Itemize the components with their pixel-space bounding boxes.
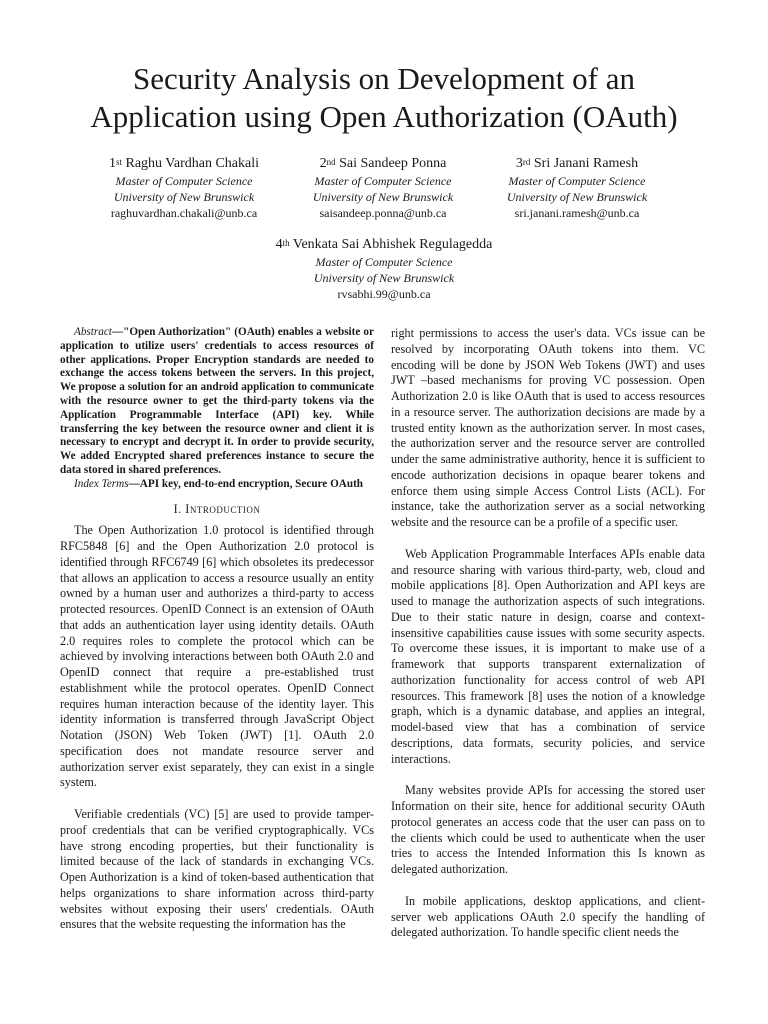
paragraph: The Open Authorization 1.0 protocol is identified through RFC5848 [6] and the Open Authorization 2.0 protocol is identified through RFC6749 [6] which obsoletes its predecessor that allows an application to access a resource usually an entity owned by a human user and authorizes a third-party to access protected resources. OpenID Connect is an extension of OAuth that adds an authentication layer using identity details. OAuth 2.0 requires roles to complete the protocol which can be achieved by involving interactions between both OAuth 2.0 and OpenID connect that require a pre-established trust establishment while the protocol operates. OpenID Connect requires human interaction because of the identity layer. This identity information is transferred through JavaScript Object Notation (JSON) Web Token (JWT) [1]. OAuth 2.0 specification does not mandate resource server and authorization server exist separately, they can exist in a single system. bbox=[60, 523, 374, 790]
author-dept: Master of Computer Science bbox=[508, 174, 646, 188]
author-university: University of New Brunswick bbox=[113, 190, 255, 204]
title-line-2: Application using Open Authorization (OAuth) bbox=[90, 99, 678, 134]
author-dept: Master of Computer Science bbox=[315, 255, 453, 269]
author-3: 3rd Sri Janani Ramesh Master of Computer Science University of New Brunswick sri.janani.ramesh@unb.ca bbox=[462, 155, 692, 221]
author-4: 4th Venkata Sai Abhishek Regulagedda Master of Computer Science University of New Brunswick rvsabhi.99@unb.ca bbox=[234, 236, 534, 302]
abstract bbox=[60, 326, 374, 478]
title-line-1: Security Analysis on Development of an bbox=[133, 61, 635, 96]
author-2: 2nd Sai Sandeep Ponna Master of Computer Science University of New Brunswick saisandeep.ponna@unb.ca bbox=[268, 155, 498, 221]
paragraph: Verifiable credentials (VC) [5] are used to provide tamper-proof credentials that can be verified cryptographically. VCs have strong encoding properties, but their functionality is limited because of the lack of standards in exchanging VCs. Open Authorization is a kind of token-based authentication that helps organizations to share information across third-party websites without exposing their users' credentials. OAuth ensures that the website requesting the information has the bbox=[60, 807, 374, 932]
author-university: University of New Brunswick bbox=[313, 271, 455, 285]
paragraph: Web Application Programmable Interfaces APIs enable data and resource sharing with various third-party, web, cloud and mobile applications [8]. Open Authorization and API keys are used to manage the authorization aspects of such integrations. Due to their static nature in design, coarse and context-insensitive capabilities cause issues with some security aspects. To overcome these issues, it is important to make use of a framework that supports transparent externalization of authorization functionality for access control of web API resources. This framework [8] uses the notion of a knowledge graph, which is a dynamic database, and applies an integral, model-based view that has a combination of service descriptions, data formats, security policies, and service interactions. bbox=[391, 546, 705, 766]
author-dept: Master of Computer Science bbox=[314, 174, 452, 188]
author-dept: Master of Computer Science bbox=[115, 174, 253, 188]
author-email: raghuvardhan.chakali@unb.ca bbox=[110, 206, 258, 220]
author-1: 1st Raghu Vardhan Chakali Master of Computer Science University of New Brunswick raghuvardhan.chakali@unb.ca bbox=[69, 155, 299, 221]
right-column bbox=[391, 326, 705, 941]
abstract-text: —"Open Authorization" (OAuth) enables a website or application to utilize users' credentials to access resources of other applications. Proper Encryption standards are needed to exchange the access tokens between the servers. In this project, We propose a solution for an android application to communicate with the resource owner to get the third-party tokens via the Application Programmable Interface (API) key. While transferring the key between the resource owner and client it is necessary to encrypt and decrypt it. In order to provide security, We added Encrypted shared preferences instance to secure the data stored in shared preferences. bbox=[60, 326, 374, 476]
section-heading-introduction: I. Introduction bbox=[173, 501, 261, 516]
left-column bbox=[60, 326, 374, 933]
author-email: rvsabhi.99@unb.ca bbox=[337, 287, 431, 301]
abstract-label: Abstract bbox=[74, 326, 112, 338]
paragraph: Many websites provide APIs for accessing the stored user Information on their site, hence for additional security OAuth protocol generates an access code that the user can pass on to the clients which could be used to authenticate when the user tries to access the Intended Information this Is known as delegated authorization. bbox=[391, 783, 705, 876]
index-terms-label: Index Terms bbox=[74, 477, 129, 490]
author-name: Venkata Sai Abhishek Regulagedda bbox=[292, 237, 493, 252]
author-university: University of New Brunswick bbox=[506, 190, 648, 204]
paper-title bbox=[40, 60, 728, 136]
index-terms bbox=[60, 478, 374, 492]
author-university: University of New Brunswick bbox=[312, 190, 454, 204]
author-email: sri.janani.ramesh@unb.ca bbox=[514, 206, 640, 220]
index-terms-text: —API key, end-to-end encryption, Secure OAuth bbox=[128, 477, 364, 490]
author-email: saisandeep.ponna@unb.ca bbox=[319, 206, 447, 220]
paragraph: right permissions to access the user's data. VCs issue can be resolved by incorporating OAuth tokens into them. VC encoding will be done by JSON Web Tokens (JWT) and uses JWT –based mechanisms for proving VC possession. Open Authorization 2.0 is like OAuth that is used to access resources in a resource server. The authorization decisions are made by a trusted entity known as the authorization server. In most cases, the authorization server and the resource server are controlled under the same administrative authority, hence it is sufficient to encode authorization decisions in opaque bearer tokens and enforce them using simple Access Control Lists (ACL). For instance, take the authorization server as a social networking website and the resource can be a profile of a specific user. bbox=[391, 326, 705, 529]
author-name: Sai Sandeep Ponna bbox=[339, 156, 447, 171]
author-name: Sri Janani Ramesh bbox=[533, 156, 639, 171]
paragraph: In mobile applications, desktop applications, and client-server web applications OAuth 2.0 specify the handling of delegated authorization. To handle specific client needs the bbox=[391, 893, 705, 940]
author-name: Raghu Vardhan Chakali bbox=[125, 156, 259, 171]
